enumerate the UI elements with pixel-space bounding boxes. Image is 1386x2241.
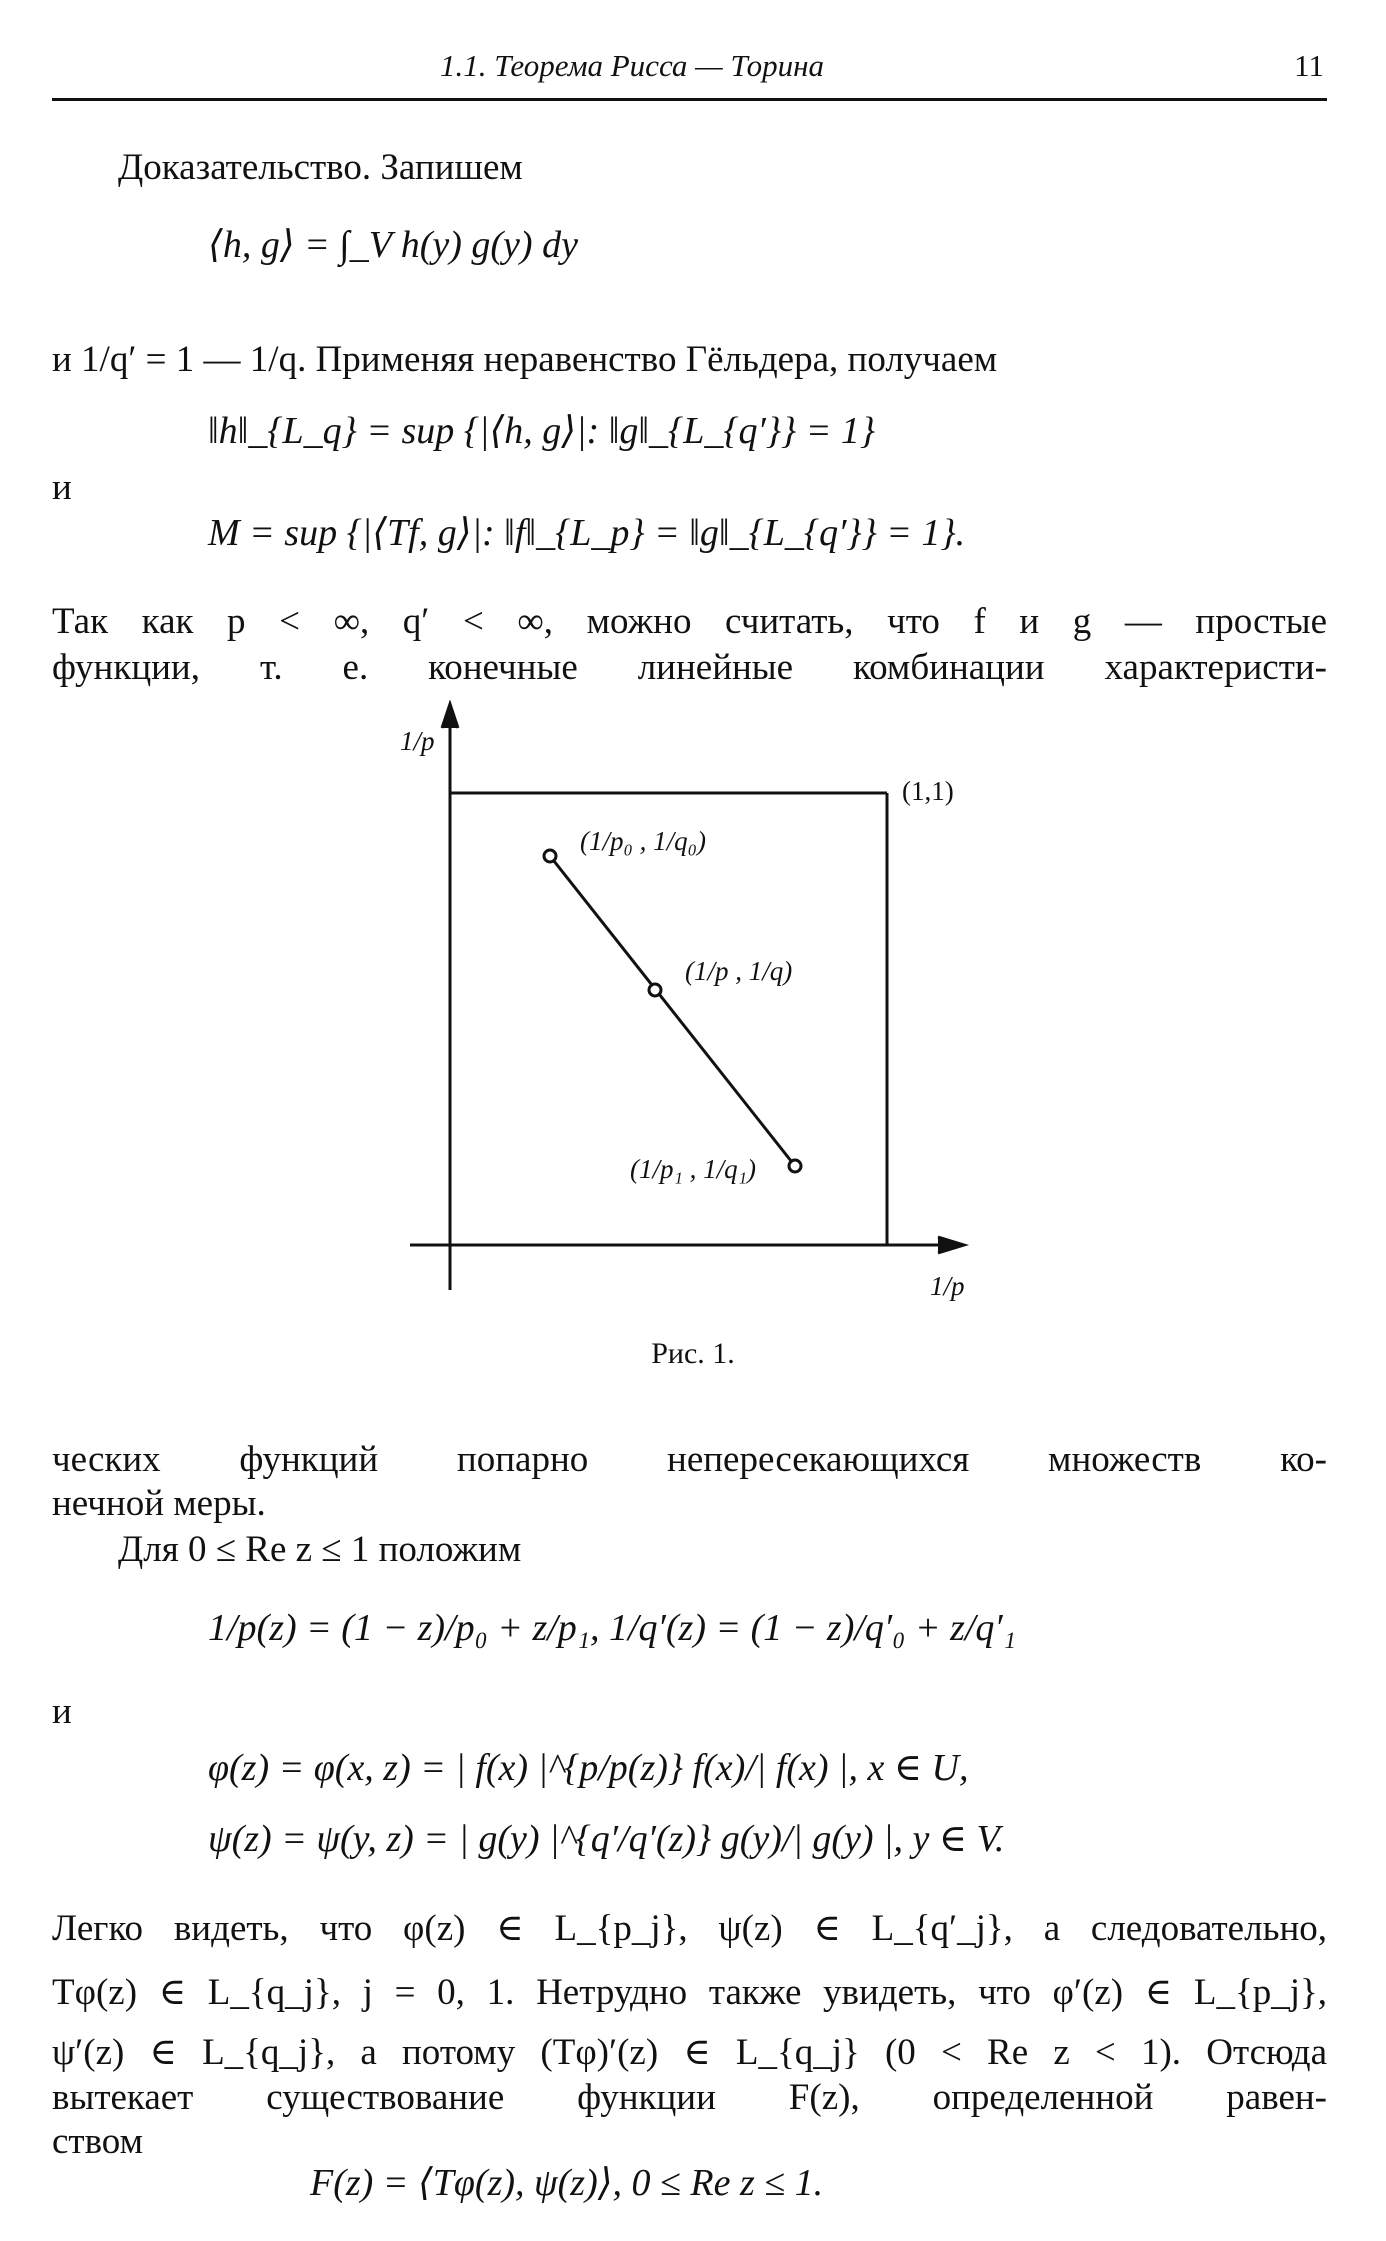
simple-functions-line-2: функции, т. е. конечные линейные комбинации характеристи- <box>52 647 1327 688</box>
point-top <box>544 850 556 862</box>
point-mid <box>649 984 661 996</box>
for-re-line: Для 0 ≤ Re z ≤ 1 положим <box>118 1529 522 1570</box>
qprime-line: и 1/q′ = 1 — 1/q. Применяя неравенство Гёльдера, получаем <box>52 339 998 380</box>
corner-label: (1,1) <box>902 776 954 806</box>
point-top-label: (1/p₀ , 1/q₀) <box>580 826 707 856</box>
running-title: 1.1. Теорема Рисса — Торина <box>440 48 824 83</box>
equation-interpolation: 1/p(z) = (1 − z)/p₀ + z/p₁, 1/q′(z) = (1 − z)/q′₀ + z/q′₁ <box>208 1607 1016 1649</box>
equation-psi: ψ(z) = ψ(y, z) = | g(y) |^{q′/q′(z)} g(y)/| g(y) |, y ∈ V. <box>208 1818 1005 1860</box>
simple-functions-line-1: Так как p < ∞, q′ < ∞, можно считать, что f и g — простые <box>52 601 1327 642</box>
equation-F: F(z) = ⟨Tφ(z), ψ(z)⟩, 0 ≤ Re z ≤ 1. <box>310 2162 824 2204</box>
easy-line-5: ством <box>52 2121 144 2162</box>
equation-norm: ‖h‖_{L_q} = sup {|⟨h, g⟩|: ‖g‖_{L_{q′}} = 1} <box>208 410 876 452</box>
point-bottom <box>789 1160 801 1172</box>
easy-line-2: Tφ(z) ∈ L_{q_j}, j = 0, 1. Нетрудно также увидеть, что φ′(z) ∈ L_{p_j}, <box>52 1972 1327 2013</box>
and-word: и <box>52 467 72 508</box>
point-mid-label: (1/p , 1/q) <box>685 956 793 986</box>
page-number: 11 <box>1294 48 1324 83</box>
equation-M: M = sup {|⟨Tf, g⟩|: ‖f‖_{L_p} = ‖g‖_{L_{q′}} = 1}. <box>208 512 966 554</box>
proof-line: Доказательство. Запишем <box>118 147 523 188</box>
after-figure-line-2: нечной меры. <box>52 1483 266 1524</box>
y-axis-label: 1/p <box>400 726 435 756</box>
easy-line-3: ψ′(z) ∈ L_{q_j}, а потому (Tφ)′(z) ∈ L_{q_j} (0 < Re z < 1). Отсюда <box>52 2032 1327 2073</box>
x-axis-arrow <box>938 1237 964 1253</box>
figure-diagram <box>390 700 1010 1320</box>
equation-pairing: ⟨h, g⟩ = ∫_V h(y) g(y) dy <box>208 224 578 266</box>
interpolation-segment <box>550 856 795 1166</box>
y-axis-arrow <box>442 704 458 728</box>
after-figure-line-1: ческих функций попарно непересекающихся множеств ко- <box>52 1439 1327 1480</box>
easy-line-4: вытекает существование функции F(z), определенной равен- <box>52 2077 1327 2118</box>
figure-caption: Рис. 1. <box>651 1337 735 1370</box>
and-word-2: и <box>52 1691 72 1732</box>
equation-phi: φ(z) = φ(x, z) = | f(x) |^{p/p(z)} f(x)/| f(x) |, x ∈ U, <box>208 1747 969 1789</box>
x-axis-label: 1/p <box>930 1271 965 1301</box>
header-rule <box>52 98 1327 101</box>
point-bottom-label: (1/p₁ , 1/q₁) <box>630 1154 757 1184</box>
easy-line-1: Легко видеть, что φ(z) ∈ L_{p_j}, ψ(z) ∈ L_{q′_j}, а следовательно, <box>52 1908 1327 1949</box>
